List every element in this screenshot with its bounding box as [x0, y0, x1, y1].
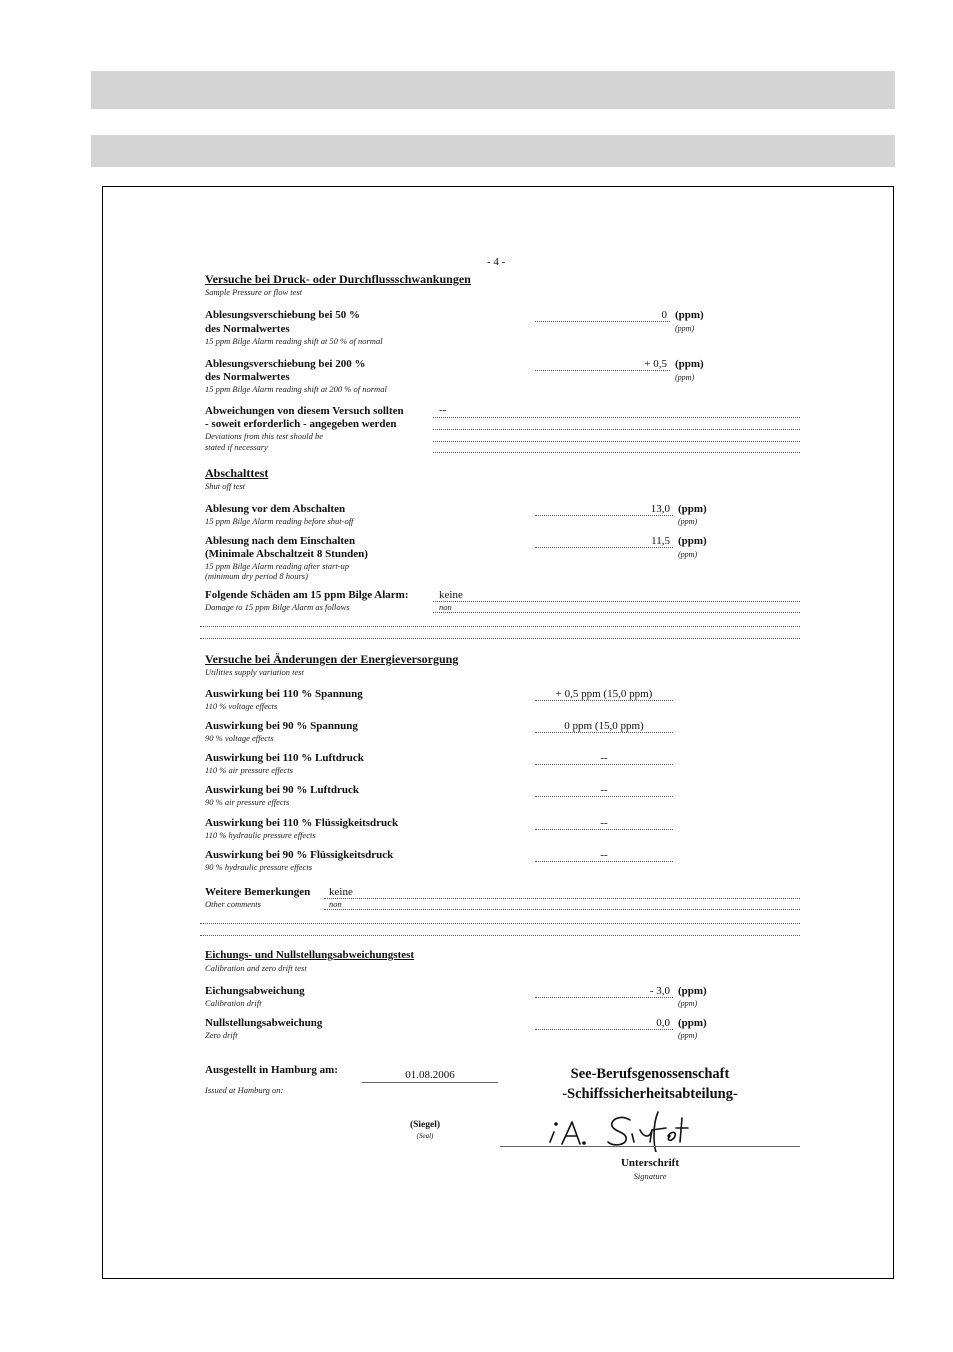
label-shift-200-line2: des Normalwertes: [205, 371, 290, 383]
fill-line: [200, 935, 800, 936]
label-air-110: Auswirkung bei 110 % Luftdruck: [205, 752, 364, 764]
value-air-110: --: [600, 752, 608, 764]
value-hydraulic-90: --: [600, 849, 608, 861]
fill-line: [324, 909, 800, 910]
label-before-shutoff: Ablesung vor dem Abschalten: [205, 503, 346, 515]
section-title-calibration: Eichungs- und Nullstellungsabweichungstest: [205, 949, 415, 961]
value-air-90: --: [600, 784, 608, 796]
label-issued: Ausgestellt in Hamburg am:: [205, 1064, 338, 1076]
label-deviations-en: Deviations from this test should be: [205, 431, 323, 441]
label-air-110-en: 110 % air pressure effects: [205, 765, 293, 775]
fill-line: [200, 923, 800, 924]
section-subtitle-utilities: Utilities supply variation test: [205, 667, 304, 677]
label-after-startup-en: 15 ppm Bilge Alarm reading after start-up: [205, 561, 350, 571]
signature-label: Unterschrift: [620, 1157, 680, 1169]
unit-ppm-en: (ppm): [678, 550, 698, 559]
label-air-90: Auswirkung bei 90 % Luftdruck: [205, 784, 360, 796]
org-name: See-Berufsgenossenschaft: [570, 1066, 730, 1082]
label-voltage-90-en: 90 % voltage effects: [205, 733, 274, 743]
seal-label-en: (Seal): [416, 1132, 434, 1140]
label-after-startup: Ablesung nach dem Einschalten: [205, 535, 356, 547]
header-band: [91, 71, 895, 109]
signature-label-en: Signature: [633, 1171, 667, 1181]
value-hydraulic-110: --: [600, 817, 608, 829]
value-line: [535, 997, 673, 998]
label-calibration-drift-en: Calibration drift: [205, 998, 262, 1008]
value-deviations: --: [439, 404, 447, 416]
fill-line: [433, 612, 800, 613]
value-voltage-90: 0 ppm (15,0 ppm): [564, 720, 644, 732]
value-line: [535, 796, 673, 797]
label-zero-drift-en: Zero drift: [205, 1030, 238, 1040]
section-subtitle-shutoff: Shut off test: [205, 481, 246, 491]
label-shift-50: Ablesungsverschiebung bei 50 %: [205, 309, 360, 321]
label-remarks-en: Other comments: [205, 899, 261, 909]
section-title-shutoff: Abschalttest: [205, 466, 269, 480]
unit-ppm-en: (ppm): [675, 324, 695, 333]
value-line: [535, 515, 673, 516]
label-issued-en: Issued at Hamburg on:: [205, 1085, 284, 1095]
label-zero-drift: Nullstellungsabweichung: [205, 1017, 323, 1029]
value-shift-50: 0: [661, 309, 667, 321]
fill-line: [433, 601, 800, 602]
label-after-startup-line2: (Minimale Abschaltzeit 8 Stunden): [205, 548, 368, 560]
fill-line: [433, 441, 800, 442]
label-shift-50-en: 15 ppm Bilge Alarm reading shift at 50 % of normal: [205, 336, 383, 346]
label-hydraulic-90-en: 90 % hydraulic pressure effects: [205, 862, 313, 872]
date-line: [362, 1082, 498, 1083]
label-deviations-en2: stated if necessary: [205, 442, 268, 452]
value-voltage-110: + 0,5 ppm (15,0 ppm): [555, 688, 653, 700]
label-damage-en: Damage to 15 ppm Bilge Alarm as follows: [205, 602, 350, 612]
page-number: - 4 -: [487, 256, 506, 268]
label-shift-200: Ablesungsverschiebung bei 200 %: [205, 358, 366, 370]
label-hydraulic-110: Auswirkung bei 110 % Flüssigkeitsdruck: [205, 817, 399, 829]
fill-line: [433, 417, 800, 418]
value-line: [535, 861, 673, 862]
label-voltage-110: Auswirkung bei 110 % Spannung: [205, 688, 363, 700]
label-hydraulic-90: Auswirkung bei 90 % Flüssigkeitsdruck: [205, 849, 394, 861]
label-after-startup-en2: (minimum dry period 8 hours): [205, 571, 308, 581]
fill-line: [433, 429, 800, 430]
value-line: [535, 829, 673, 830]
label-before-shutoff-en: 15 ppm Bilge Alarm reading before shut-off: [205, 516, 354, 526]
value-line: [535, 370, 670, 371]
fill-line: [200, 626, 800, 627]
value-line: [535, 732, 673, 733]
value-remarks: keine: [329, 886, 353, 898]
value-remarks-en: non: [329, 899, 342, 909]
label-air-90-en: 90 % air pressure effects: [205, 797, 290, 807]
label-damage: Folgende Schäden am 15 ppm Bilge Alarm:: [205, 589, 409, 601]
unit-ppm-en: (ppm): [678, 1031, 698, 1040]
label-shift-200-en: 15 ppm Bilge Alarm reading shift at 200 % of normal: [205, 384, 387, 394]
value-damage-en: non: [439, 602, 452, 612]
fill-line: [200, 638, 800, 639]
label-voltage-110-en: 110 % voltage effects: [205, 701, 278, 711]
org-department: -Schiffssicherheitsabteilung-: [562, 1086, 738, 1102]
unit-ppm: (ppm): [678, 1017, 707, 1029]
label-deviations: Abweichungen von diesem Versuch sollten: [205, 405, 404, 417]
issue-date: 01.08.2006: [405, 1069, 455, 1081]
label-remarks: Weitere Bemerkungen: [205, 886, 311, 898]
value-before-shutoff: 13,0: [650, 503, 670, 515]
unit-ppm: (ppm): [678, 535, 707, 547]
value-line: [535, 321, 670, 322]
unit-ppm: (ppm): [675, 309, 704, 321]
label-voltage-90: Auswirkung bei 90 % Spannung: [205, 720, 358, 732]
unit-ppm: (ppm): [678, 985, 707, 997]
value-line: [535, 1029, 673, 1030]
label-shift-50-line2: des Normalwertes: [205, 323, 290, 335]
unit-ppm: (ppm): [675, 358, 704, 370]
value-shift-200: + 0,5: [644, 358, 667, 370]
value-damage: keine: [439, 589, 463, 601]
unit-ppm-en: (ppm): [675, 373, 695, 382]
label-hydraulic-110-en: 110 % hydraulic pressure effects: [205, 830, 316, 840]
label-deviations-line2: - soweit erforderlich - angegeben werden: [205, 418, 397, 430]
value-calibration-drift: - 3,0: [649, 985, 670, 997]
value-after-startup: 11,5: [651, 535, 670, 547]
fill-line: [324, 898, 800, 899]
value-zero-drift: 0,0: [656, 1017, 670, 1029]
fill-line: [433, 452, 800, 453]
section-subtitle-pressure-test: Sample Pressure or flow test: [205, 287, 303, 297]
unit-ppm-en: (ppm): [678, 517, 698, 526]
section-title-pressure-test: Versuche bei Druck- oder Durchflussschwankungen: [205, 272, 471, 286]
value-line: [535, 547, 673, 548]
value-line: [535, 700, 673, 701]
section-title-utilities: Versuche bei Änderungen der Energieversorgung: [205, 652, 459, 666]
signature-line: [500, 1146, 800, 1147]
section-subtitle-calibration: Calibration and zero drift test: [205, 963, 307, 973]
value-line: [535, 764, 673, 765]
unit-ppm-en: (ppm): [678, 999, 698, 1008]
seal-label: (Siegel): [409, 1120, 441, 1130]
unit-ppm: (ppm): [678, 503, 707, 515]
subheader-band: [91, 135, 895, 167]
label-calibration-drift: Eichungsabweichung: [205, 985, 305, 997]
